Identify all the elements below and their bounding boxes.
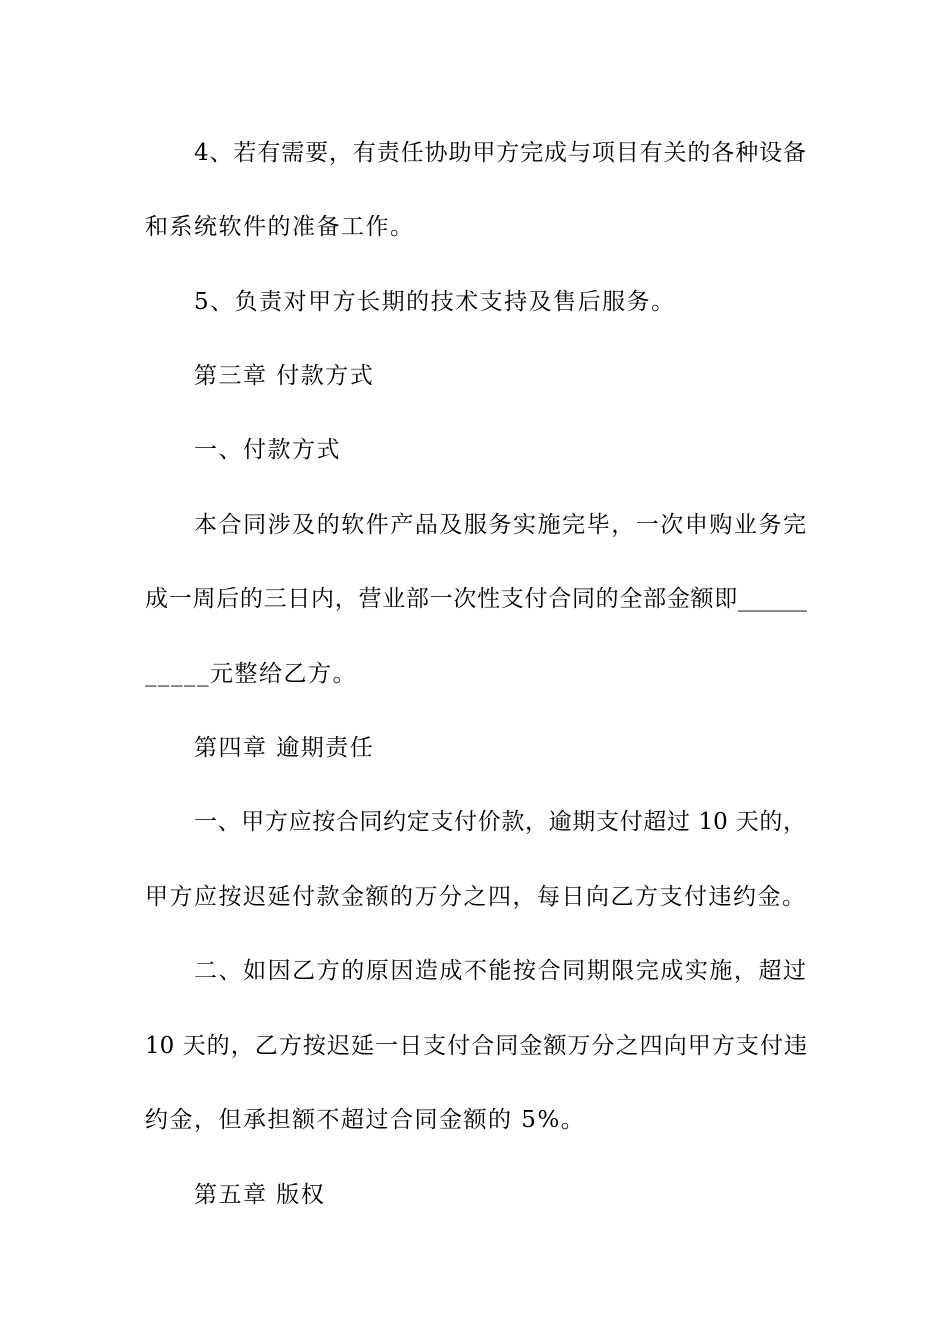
chapter-heading: 第四章 逾期责任 [194,735,375,761]
paragraph-line: 一、甲方应按合同约定支付价款，逾期支付超过 10 天的， [194,809,806,835]
paragraph-line: 10 天的，乙方按迟延一日支付合同金额万分之四向甲方支付违 [145,1033,807,1059]
chapter-heading: 第三章 付款方式 [194,363,375,389]
paragraph-line: 甲方应按迟延付款金额的万分之四，每日向乙方支付违约金。 [145,884,807,910]
paragraph-line: 4、若有需要，有责任协助甲方完成与项目有关的各种设备 [194,140,806,166]
paragraph-line: _____元整给乙方。 [145,661,357,687]
paragraph-line: 5、负责对甲方长期的技术支持及售后服务。 [194,289,676,315]
paragraph-line: 和系统软件的准备工作。 [145,214,415,240]
chapter-heading: 第五章 版权 [194,1182,326,1208]
paragraph-line: 约金，但承担额不超过合同金额的 5%。 [145,1107,586,1133]
paragraph-line: 本合同涉及的软件产品及服务实施完毕，一次申购业务完 [194,512,806,538]
paragraph-line: 二、如因乙方的原因造成不能按合同期限完成实施，超过 [194,958,806,984]
section-heading: 一、付款方式 [194,437,341,463]
paragraph-line: 成一周后的三日内，营业部一次性支付合同的全部金额即______ [145,586,807,612]
